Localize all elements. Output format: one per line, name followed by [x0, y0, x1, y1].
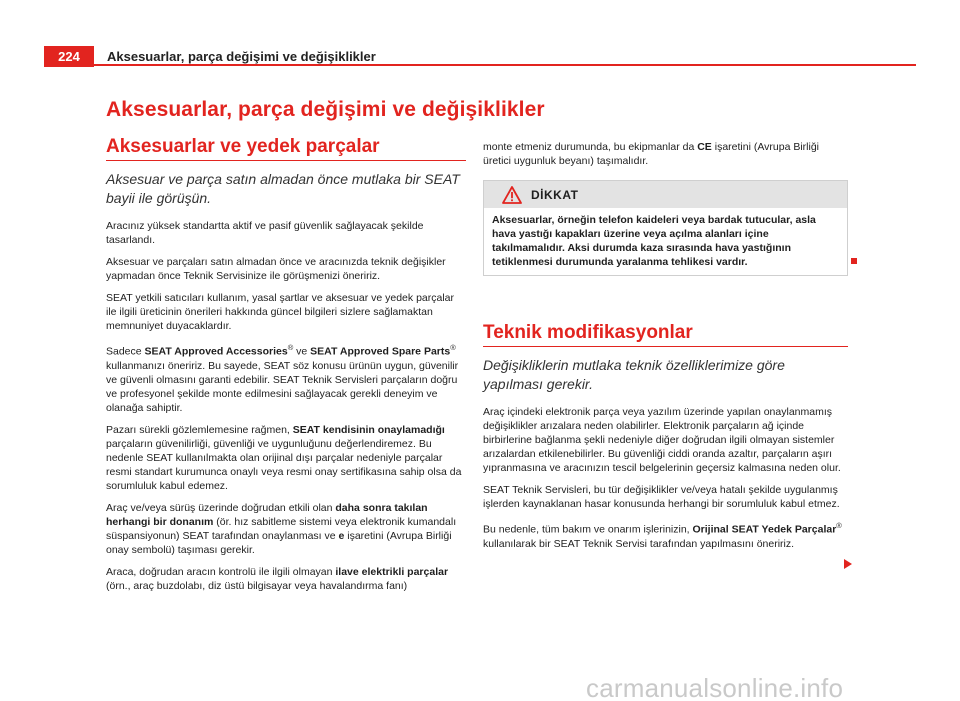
- paragraph: SEAT Teknik Servisleri, bu tür değişiklikler ve/veya hatalı şekilde uygulanmış işlerden kaynaklanan hasar konusunda herhangi bir sorumluluk kabul etmez.: [483, 484, 840, 510]
- text-run: Pazarı sürekli gözlemlemesine rağmen,: [106, 423, 293, 436]
- text-run: Bu nedenle, tüm bakım ve onarım işlerinizin,: [483, 523, 693, 536]
- text-run: (ör. hız sabitleme sistemi veya elektronik kumandalı süspansiyonun) SEAT tarafından onaylanması ve: [106, 515, 457, 542]
- bold-term: Orijinal SEAT Yedek Parçalar: [692, 523, 837, 536]
- paragraph: [106, 423, 466, 493]
- bold-term: e: [338, 529, 345, 542]
- text-run: parçaların güvenilirliği, güvenliği ve uygunluğunu değerlendiremez. Bu nedenle SEAT kullanılmakta olan orijinal dışı parçalar nedeniyle parçalar resmi standart kurumunca onaylı veya resmi onay sertifikasına sahip olsa da sorumluluk kabul edemez.: [106, 437, 462, 492]
- chapter-title: Aksesuarlar, parça değişimi ve değişiklikler: [106, 98, 545, 121]
- registered-mark: ®: [836, 521, 842, 530]
- watermark: carmanualsonline.info: [586, 673, 844, 701]
- warning-header: [484, 181, 847, 208]
- page-number: 224: [44, 46, 94, 67]
- warning-box: [483, 180, 848, 276]
- paragraph: [483, 519, 848, 551]
- paragraph: [106, 341, 466, 415]
- text-run: ve: [293, 345, 311, 358]
- warning-title: DİKKAT: [531, 187, 579, 202]
- section-end-marker: [851, 258, 857, 264]
- right-column: [483, 140, 848, 559]
- bold-term: ilave elektrikli parçalar: [335, 565, 449, 578]
- continue-arrow-icon: [844, 559, 852, 569]
- section-intro-accessories: Aksesuar ve parça satın almadan önce mutlaka bir SEAT bayii ile görüşün.: [106, 171, 460, 206]
- bold-term: SEAT Approved Spare Parts: [310, 345, 451, 358]
- bold-term: SEAT Approved Accessories: [144, 345, 288, 358]
- paragraph: [106, 565, 466, 593]
- registered-mark: ®: [450, 343, 456, 352]
- warning-triangle-icon: [502, 186, 522, 204]
- text-run: kullanılarak bir SEAT Teknik Servisi tarafından yapılmasını öneririz.: [483, 537, 795, 550]
- text-run: Araç ve/veya sürüş üzerinde doğrudan etkili olan: [106, 501, 336, 514]
- bold-term: CE: [697, 141, 712, 153]
- paragraph: [483, 140, 848, 168]
- text-run: işaretini (Avrupa Birliği onay sembolü) taşıması gerekir.: [106, 529, 452, 556]
- running-header-title: Aksesuarlar, parça değişimi ve değişiklikler: [107, 49, 376, 64]
- text-run: monte etmeniz durumunda, bu ekipmanlar da: [483, 141, 698, 153]
- warning-text: Aksesuarlar, örneğin telefon kaideleri veya bardak tutucular, asla hava yastığı kapakları üzerine veya açılma alanları içine takılmamalıdır. Aksi durumda kaza sırasında hava yastığının tetiklenmesi durumunda yaralanma tehlikesi vardır.: [492, 214, 816, 268]
- text-run: (örn., araç buzdolabı, diz üstü bilgisayar veya havalandırma fanı): [106, 579, 408, 592]
- bold-term: daha sonra takılan herhangi bir donanım: [106, 501, 428, 528]
- paragraph: Aracınız yüksek standartta aktif ve pasif güvenlik sağlayacak şekilde tasarlandı.: [106, 220, 424, 246]
- paragraph: [106, 501, 466, 557]
- text-run: işaretini (Avrupa Birliği üretici uygunluk beyanı) taşımalıdır.: [483, 141, 819, 167]
- section-title-accessories: Aksesuarlar ve yedek parçalar: [106, 140, 466, 161]
- left-column: [106, 136, 466, 601]
- paragraph: SEAT yetkili satıcıları kullanım, yasal şartlar ve aksesuar ve yedek parçalar ile ilgili üreticinin önerileri hakkında güncel bilgileri sizlere sağlamaktan memnuniyet duyacaklardır.: [106, 292, 454, 332]
- text-run: Araca, doğrudan aracın kontrolü ile ilgili olmayan: [106, 565, 336, 578]
- header-rule: [94, 64, 916, 66]
- registered-mark: ®: [287, 343, 294, 352]
- text-run: Sadece: [106, 345, 145, 358]
- paragraph: Aksesuar ve parçaları satın almadan önce ve aracınızda teknik değişikler yapmadan önce Teknik Servisinize ile görüşmenizi öneririz.: [106, 256, 446, 282]
- section-intro-modifications: Değişikliklerin mutlaka teknik özelliklerimize göre yapılması gerekir.: [483, 357, 785, 392]
- section-title-modifications: Teknik modifikasyonlar: [483, 326, 848, 347]
- bold-term: SEAT kendisinin onaylamadığı: [292, 423, 445, 436]
- paragraph: Araç içindeki elektronik parça veya yazılım üzerinde yapılan onaylanmamış değişiklikler arızalara neden olabilirler. Elektronik parçaların ağ içinde birbirlerine bağlanma şekli nedeniyle diğer doğrudan ilgili olmayan sistemler arızalardan etkilenebilirler. Bu güvenliği ciddi oranda azaltır, parçaların aşırı yıpranmasına ve aracınızın tescil belgelerinin geçersiz kalmasına neden olur.: [483, 406, 841, 474]
- text-run: kullanmanızı öneririz. Bu sayede, SEAT söz konusu ürünün uygun, güvenilir ve güvenli olmasını garanti edebilir. SEAT Teknik Servisleri parçaların doğru ve profesyonel şekilde monte edilmesini sağlayacak gerekli deneyim ve olanağa sahiptir.: [106, 359, 459, 414]
